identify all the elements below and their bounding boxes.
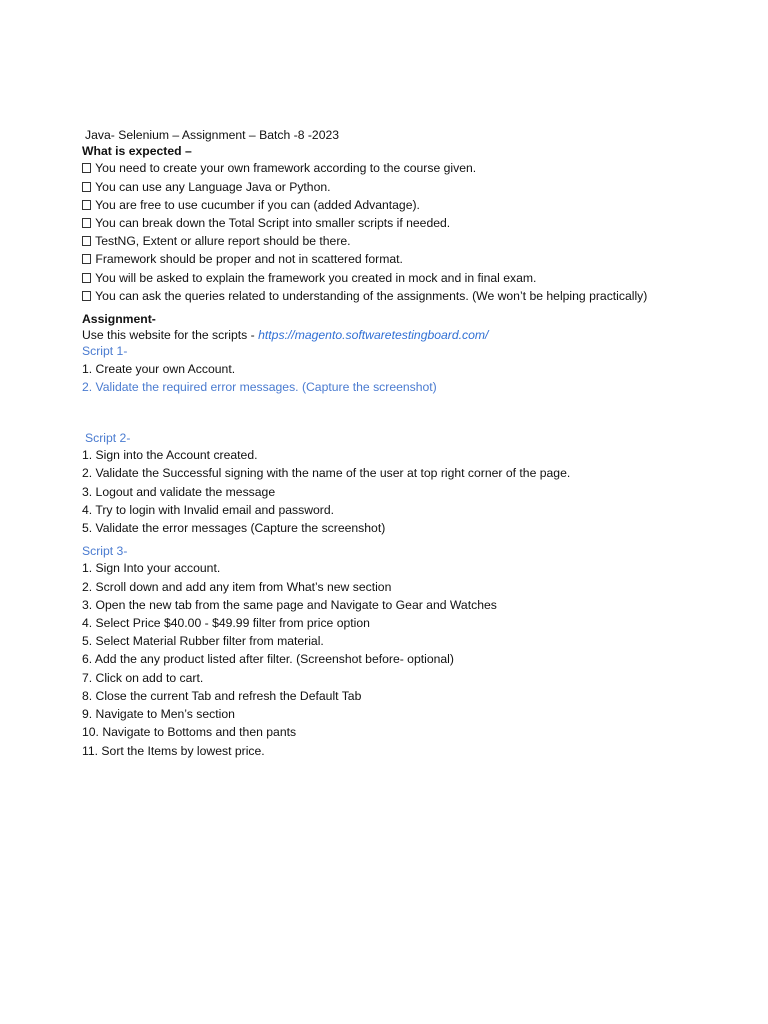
list-item: 1. Create your own Account. bbox=[82, 361, 236, 376]
list-item: You can ask the queries related to understanding of the assignments. (We won’t be helping practically) bbox=[82, 287, 722, 305]
document-body bbox=[82, 127, 722, 760]
list-item: 11. Sort the Items by lowest price. bbox=[82, 743, 265, 758]
expected-heading: What is expected – bbox=[82, 144, 192, 159]
list-item: 7. Click on add to cart. bbox=[82, 670, 204, 685]
list-item: 4. Select Price $40.00 - $49.99 filter from price option bbox=[82, 616, 370, 631]
script3-title: Script 3- bbox=[82, 544, 128, 559]
missing-glyph-icon bbox=[82, 254, 91, 264]
list-item: 2. Validate the required error messages. (Capture the screenshot) bbox=[82, 379, 437, 394]
list-item: 9. Navigate to Men’s section bbox=[82, 707, 235, 722]
list-item: 3. Open the new tab from the same page and Navigate to Gear and Watches bbox=[82, 597, 497, 612]
document-title: Java- Selenium – Assignment – Batch -8 -2023 bbox=[85, 128, 340, 142]
list-item: 10. Navigate to Bottoms and then pants bbox=[82, 725, 297, 740]
assignment-intro: Use this website for the scripts - https://magento.softwaretestingboard.com/ bbox=[82, 328, 489, 343]
list-item: 6. Add the any product listed after filter. (Screenshot before- optional) bbox=[82, 652, 454, 667]
list-item: 3. Logout and validate the message bbox=[82, 484, 276, 499]
missing-glyph-icon bbox=[82, 200, 91, 210]
assignment-heading: Assignment- bbox=[82, 312, 156, 327]
list-item: You are free to use cucumber if you can (added Advantage). bbox=[82, 196, 722, 214]
list-item: 4. Try to login with Invalid email and password. bbox=[82, 502, 334, 517]
list-item: 8. Close the current Tab and refresh the Default Tab bbox=[82, 688, 362, 703]
list-item: 5. Validate the error messages (Capture the screenshot) bbox=[82, 521, 386, 536]
list-item: You will be asked to explain the framework you created in mock and in final exam. bbox=[82, 269, 722, 287]
list-item: TestNG, Extent or allure report should be there. bbox=[82, 232, 722, 250]
missing-glyph-icon bbox=[82, 163, 91, 173]
missing-glyph-icon bbox=[82, 218, 91, 228]
list-item: 1. Sign Into your account. bbox=[82, 561, 221, 576]
missing-glyph-icon bbox=[82, 291, 91, 301]
missing-glyph-icon bbox=[82, 273, 91, 283]
list-item: You can break down the Total Script into smaller scripts if needed. bbox=[82, 214, 722, 232]
list-item: 5. Select Material Rubber filter from material. bbox=[82, 634, 324, 649]
list-item: Framework should be proper and not in scattered format. bbox=[82, 250, 722, 268]
list-item: You need to create your own framework according to the course given. bbox=[82, 159, 722, 177]
list-item: You can use any Language Java or Python. bbox=[82, 178, 722, 196]
list-item: 2. Scroll down and add any item from What’s new section bbox=[82, 579, 392, 594]
list-item: 2. Validate the Successful signing with the name of the user at top right corner of the page. bbox=[82, 466, 571, 481]
missing-glyph-icon bbox=[82, 236, 91, 246]
expectations-list bbox=[82, 159, 722, 305]
script2-title: Script 2- bbox=[85, 431, 131, 446]
website-link[interactable]: https://magento.softwaretestingboard.com/ bbox=[258, 328, 489, 343]
script1-title: Script 1- bbox=[82, 344, 128, 359]
missing-glyph-icon bbox=[82, 182, 91, 192]
list-item: 1. Sign into the Account created. bbox=[82, 448, 258, 463]
